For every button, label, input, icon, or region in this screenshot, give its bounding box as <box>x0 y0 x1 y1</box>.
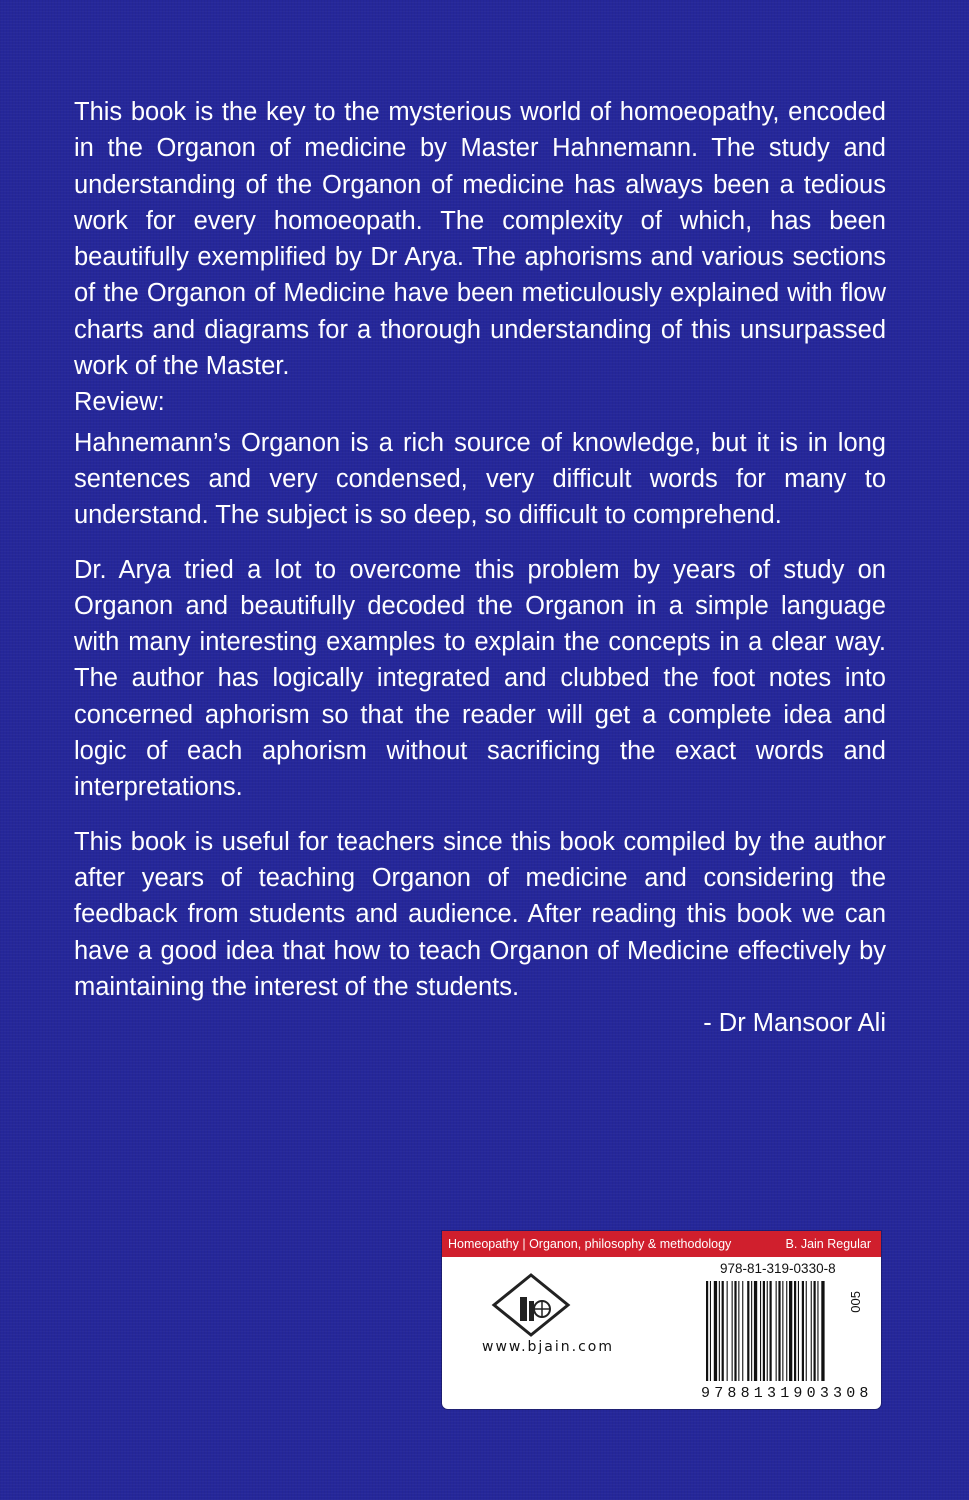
review-paragraph-1: Hahnemann’s Organon is a rich source of knowledge, but it is in long sentences and very condensed, very difficult words for many to understand. The subject is so deep, so difficult to comprehend. <box>74 428 886 530</box>
category-label: Homeopathy | Organon, philosophy & methodology <box>448 1237 732 1251</box>
ean-digits-label: 9788131903308 <box>701 1385 873 1402</box>
isbn-label: 978-81-319-0330-8 <box>720 1261 836 1276</box>
review-paragraph-2: Dr. Arya tried a lot to overcome this problem by years of study on Organon and beautifully decoded the Organon in a simple language with many interesting examples to explain the concepts in a clear way. The author has logically integrated and clubbed the foot notes into concerned aphorism so that the reader will get a complete idea and logic of each aphorism without sacrificing the exact words and interpretations. <box>74 555 886 802</box>
imprint-label: B. Jain Regular <box>785 1237 871 1251</box>
review-heading: Review: <box>74 388 165 417</box>
review-signature: - Dr Mansoor Ali <box>703 1009 886 1038</box>
website-label: www.bjain.com <box>482 1339 614 1355</box>
back-cover-text <box>74 94 886 1041</box>
category-strip <box>442 1231 881 1257</box>
barcode-panel <box>442 1231 881 1409</box>
intro-paragraph: This book is the key to the mysterious world of homoeopathy, encoded in the Organon of medicine by Master Hahnemann. The study and understanding of the Organon of medicine has always been a tedious work for every homoeopath. The complexity of which, has been beautifully exemplified by Dr Arya. The aphorisms and various sections of the Organon of Medicine have been meticulously explained with flow charts and diagrams for a thorough understanding of this unsurpassed work of the Master. <box>74 98 886 381</box>
price-code-label: 005 <box>848 1291 863 1313</box>
review-paragraph-3: This book is useful for teachers since this book compiled by the author after years of teaching Organon of medicine and considering the feedback from students and audience. After reading this book we can have a good idea that how to teach Organon of Medicine effectively by maintaining the interest of the students. <box>74 827 886 1001</box>
bjain-logo-icon <box>476 1271 626 1381</box>
isbn-barcode <box>704 1281 844 1383</box>
